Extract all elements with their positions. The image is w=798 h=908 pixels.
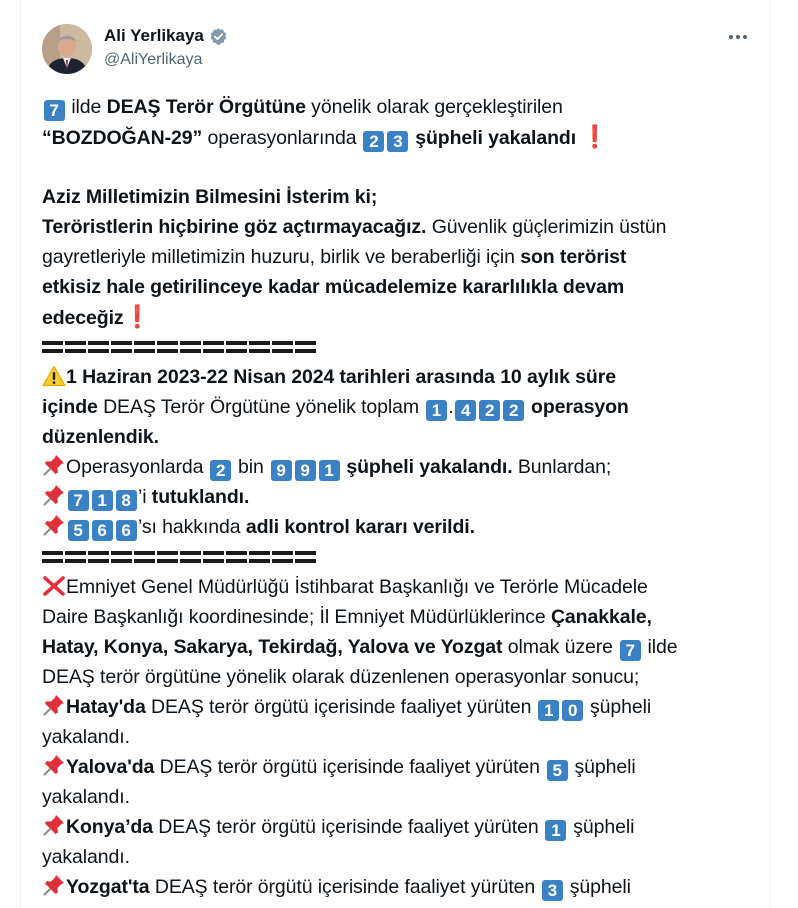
blank-line [42,152,766,182]
text: operasyonlarında [202,127,362,149]
heavy-equals-icon [111,341,132,353]
keycap-digit-icon: 9 [271,460,292,481]
text: DEAŞ terör örgütü içerisinde faaliyet yürüten [145,696,537,718]
keycap-digit-icon: 1 [545,820,566,841]
bold-text: Aziz Milletimizin Bilmesini İsterim ki; [42,186,378,208]
text: şüpheli [564,876,631,898]
keycap-digit-icon: 5 [68,520,89,541]
heavy-equals-icon [226,551,247,563]
text-line [42,842,766,872]
heavy-equals-icon [295,551,316,563]
author-handle[interactable]: @AliYerlikaya [104,51,203,68]
heavy-equals-icon [272,341,293,353]
heavy-equals-icon [88,551,109,563]
bold-text: Yalova'da [66,756,155,778]
heavy-equals-icon [203,551,224,563]
bold-text: 1 Haziran 2023-22 Nisan 2024 tarihleri arasında 10 aylık süre [66,366,616,388]
heavy-equals-icon [65,341,86,353]
bold-text: Çanakkale, [550,606,652,628]
warning-icon [42,365,66,387]
keycap-digit-icon: 4 [455,400,476,421]
keycap-digit-icon: 7 [620,640,641,661]
bold-text: etkisiz hale getirilinceye kadar mücadelemize kararlılıkla devam [42,276,625,298]
pushpin-icon [42,453,66,477]
text: yönelik olarak gerçekleştirilen [305,96,563,118]
text-line [42,572,766,602]
keycap-digit-icon: 2 [503,400,524,421]
heavy-equals-icon [134,341,155,353]
text-line [42,602,766,632]
text-line [42,662,766,692]
text-line [42,482,766,512]
keycap-digit-icon: 6 [92,520,113,541]
text-line [42,752,766,782]
heavy-equals-icon [134,551,155,563]
keycap-digit-icon: 3 [387,131,408,152]
text: yakalandı. [42,726,130,748]
text-line [42,182,766,212]
keycap-digit-icon: 1 [426,400,447,421]
heavy-equals-icon [249,551,270,563]
bold-text: edeceğiz [42,307,124,329]
text-line [42,212,766,242]
text-line [42,512,766,542]
text: yakalandı. [42,846,130,868]
heavy-equals-icon [157,341,178,353]
bold-text: DEAŞ Terör Örgütüne [106,96,306,118]
heavy-equals-icon [226,341,247,353]
text-line [42,722,766,752]
heavy-equals-icon [88,341,109,353]
text: Operasyonlarda [66,456,209,478]
text-line [42,302,766,332]
bold-text: Hatay, Konya, Sakarya, Tekirdağ, Yalova ve Yozgat [42,636,503,658]
bold-text: operasyon [531,396,629,418]
keycap-digit-icon: 5 [547,760,568,781]
text-line [42,422,766,452]
keycap-digit-icon: 8 [116,490,137,511]
pushpin-icon [42,873,66,897]
text: ’sı hakkında [138,516,246,538]
bold-text: içinde [42,396,98,418]
heavy-equals-icon [295,341,316,353]
author-name[interactable]: Ali Yerlikaya [104,26,204,45]
more-options-icon[interactable] [726,25,750,49]
bold-text: Yozgat'ta [66,876,150,898]
text-line [42,692,766,722]
pushpin-icon [42,753,66,777]
text: Bunlardan; [512,456,612,478]
bold-text: şüpheli yakalandı. [346,456,513,478]
text: DEAŞ terör örgütüne yönelik olarak düzenlenen operasyonlar sonucu; [42,666,640,688]
bold-text: Konya’da [66,816,153,838]
text-line [42,782,766,812]
text: olmak üzere [502,636,619,658]
keycap-digit-icon: 0 [562,700,583,721]
text-line [42,362,766,392]
bold-text: “BOZDOĞAN-29” [42,127,203,149]
keycap-digit-icon: 2 [363,131,384,152]
bold-text: tutuklandı. [151,486,250,508]
text-line [42,392,766,422]
text: Güvenlik güçlerimizin üstün [426,216,667,238]
keycap-digit-icon: 7 [68,490,89,511]
column-border-left [20,0,21,908]
verified-badge-icon [209,27,228,46]
keycap-digit-icon: 1 [319,460,340,481]
text: ilde [66,96,107,118]
keycap-digit-icon: 9 [295,460,316,481]
keycap-digit-icon: 1 [92,490,113,511]
pushpin-icon [42,693,66,717]
text: şüpheli [567,816,635,838]
cross-mark-icon [42,575,66,597]
text: ilde [642,636,678,658]
avatar[interactable] [42,24,92,74]
text: şüpheli [569,756,636,778]
equals-divider [42,542,766,572]
red-exclamation-icon: ❗ [123,304,151,329]
pushpin-icon [42,483,66,507]
text: ’i [138,486,152,508]
bold-text: adli kontrol kararı verildi. [245,516,475,538]
text: Daire Başkanlığı koordinesinde; İl Emniyet Müdürlüklerince [42,606,551,628]
text: şüpheli [584,696,652,718]
text: . [448,396,454,418]
heavy-equals-icon [42,341,63,353]
heavy-equals-icon [157,551,178,563]
bold-text: son terörist [520,246,627,268]
text: DEAŞ terör örgütü içerisinde faaliyet yürüten [149,876,541,898]
text-line [42,452,766,482]
bold-text: Teröristlerin hiçbirine göz açtırmayacağız. [42,216,427,238]
keycap-digit-icon: 2 [479,400,500,421]
text: yakalandı. [42,786,130,808]
heavy-equals-icon [180,341,201,353]
pushpin-icon [42,813,66,837]
bold-text: Hatay'da [66,696,146,718]
bold-text: düzenlendik. [42,426,159,448]
text-line [42,92,766,122]
text-line [42,242,766,272]
text-line [42,632,766,662]
text: DEAŞ terör örgütü içerisinde faaliyet yürüten [152,816,544,838]
text: gayretleriyle milletimizin huzuru, birlik ve beraberliği için [42,246,521,268]
keycap-digit-icon: 3 [542,880,563,901]
heavy-equals-icon [203,341,224,353]
red-exclamation-icon: ❗ [581,124,609,149]
text: Emniyet Genel Müdürlüğü İstihbarat Başkanlığı ve Terörle Mücadele [66,576,648,598]
keycap-digit-icon: 2 [210,460,231,481]
text-line [42,812,766,842]
keycap-digit-icon: 1 [538,700,559,721]
text-line [42,272,766,302]
heavy-equals-icon [272,551,293,563]
heavy-equals-icon [180,551,201,563]
pushpin-icon [42,513,66,537]
text-line [42,122,766,152]
heavy-equals-icon [42,551,63,563]
text-line [42,872,766,902]
tweet-text [42,92,766,902]
keycap-digit-icon: 7 [44,100,65,121]
heavy-equals-icon [111,551,132,563]
keycap-digit-icon: 6 [116,520,137,541]
equals-divider [42,332,766,362]
text: DEAŞ Terör Örgütüne yönelik toplam [97,396,425,418]
text: DEAŞ terör örgütü içerisinde faaliyet yürüten [154,756,546,778]
author-row [104,26,228,46]
heavy-equals-icon [249,341,270,353]
column-border-right [770,0,771,908]
text: bin [232,456,270,478]
heavy-equals-icon [65,551,86,563]
bold-text: şüpheli yakalandı [415,127,577,149]
